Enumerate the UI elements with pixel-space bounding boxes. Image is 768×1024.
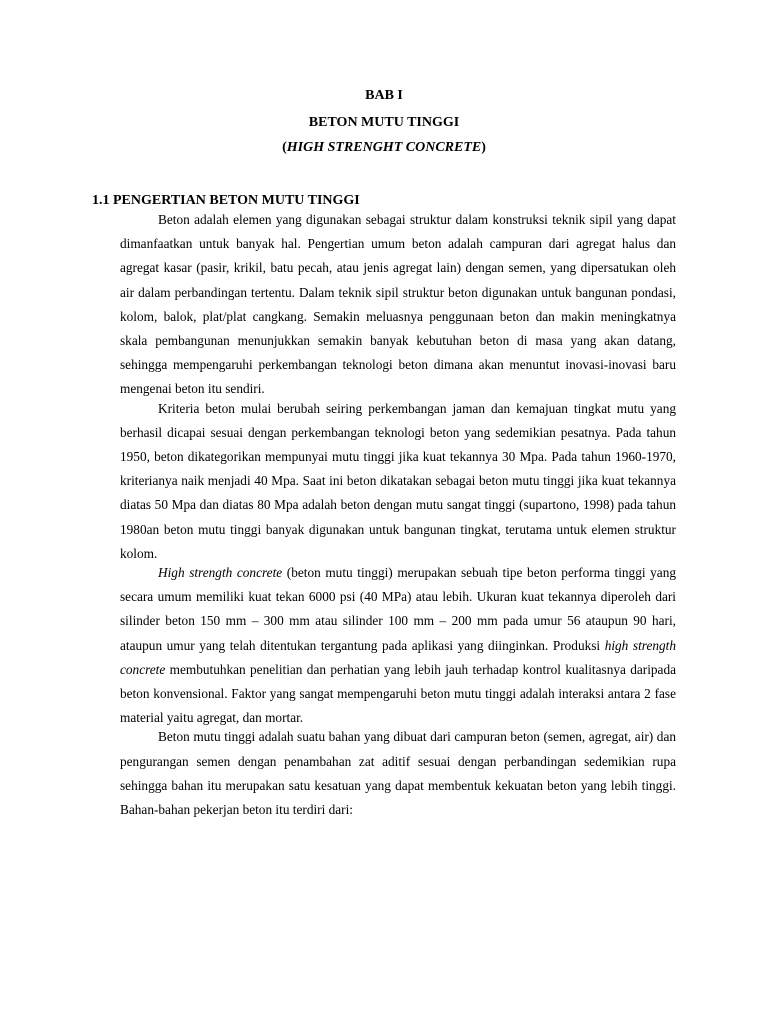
chapter-number: BAB I bbox=[365, 88, 403, 103]
body-text bbox=[120, 208, 676, 822]
chapter-subtitle bbox=[0, 140, 768, 156]
subtitle-close-paren: ) bbox=[481, 140, 486, 155]
subtitle-open-paren: ( bbox=[282, 140, 287, 155]
paragraph-3 bbox=[120, 561, 676, 730]
p3-text-2: membutuhkan penelitian dan perhatian yang lebih jauh terhadap kontrol kualitasnya daripada beton konvensional. Faktor yang sangat mempengaruhi beton mutu tinggi adalah interaksi antara 2 fase material yaitu agregat, dan mortar. bbox=[120, 661, 676, 726]
p3-italic-term-1: High strength concrete bbox=[158, 565, 283, 581]
p3-italic-term-2: high strength concrete bbox=[120, 637, 676, 677]
p3-text-1: (beton mutu tinggi) merupakan sebuah tipe beton performa tinggi yang secara umum memiliki kuat tekan 6000 psi (40 MPa) atau lebih. Ukuran kuat tekannya diperoleh dari silinder beton 150 mm – 300 mm atau silinder 100 mm – 200 mm pada umur 56 ataupun 90 hari, ataupun umur yang telah ditentukan tergantung pada aplikasi yang diinginkan. Produksi bbox=[120, 565, 676, 653]
paragraph-2: Kriteria beton mulai berubah seiring perkembangan jaman dan kemajuan tingkat mutu yang berhasil dicapai sesuai dengan perkembangan teknologi beton yang sedemikian pesatnya. Pada tahun 1950, beton dikategorikan mempunyai mutu tinggi jika kuat tekannya 30 Mpa. Pada tahun 1960-1970, kriterianya naik menjadi 40 Mpa. Saat ini beton dikatakan sebagai beton mutu tinggi jika kuat tekannya diatas 50 Mpa dan diatas 80 Mpa adalah beton dengan mutu sangat tinggi (supartono, 1998) pada tahun 1980an beton mutu tinggi banyak digunakan untuk bangunan tingkat, terutama untuk elemen struktur kolom. bbox=[120, 400, 676, 561]
paragraph-1: Beton adalah elemen yang digunakan sebagai struktur dalam konstruksi teknik sipil yang dapat dimanfaatkan untuk banyak hal. Pengertian umum beton adalah campuran dari agregat halus dan agregat kasar (pasir, krikil, batu pecah, atau jenis agregat lain) dengan semen, yang dipersatukan oleh air dalam perbandingan tertentu. Dalam teknik sipil struktur beton digunakan untuk bangunan pondasi, kolom, balok, plat/plat cangkang. Semakin meluasnya penggunaan beton dan makin meningkatnya skala pembangunan menunjukkan semakin banyak kebutuhan beton di masa yang akan datang, sehingga mempengaruhi perkembangan teknologi beton dimana akan menuntut inovasi-inovasi baru mengenai beton itu sendiri. bbox=[120, 212, 676, 397]
chapter-title: BETON MUTU TINGGI bbox=[308, 115, 460, 130]
section-heading: 1.1 PENGERTIAN BETON MUTU TINGGI bbox=[92, 193, 360, 208]
paragraph-4: Beton mutu tinggi adalah suatu bahan yang dibuat dari campuran beton (semen, agregat, air) dan pengurangan semen dengan penambahan zat aditif sesuai dengan perbandingan sedemikian rupa sehingga bahan itu merupakan satu kesatuan yang dapat membentuk kekuatan beton yang lebih tinggi. Bahan-bahan pekerjan beton itu terdiri dari: bbox=[120, 729, 676, 818]
subtitle-italic: HIGH STRENGHT CONCRETE bbox=[286, 140, 482, 155]
